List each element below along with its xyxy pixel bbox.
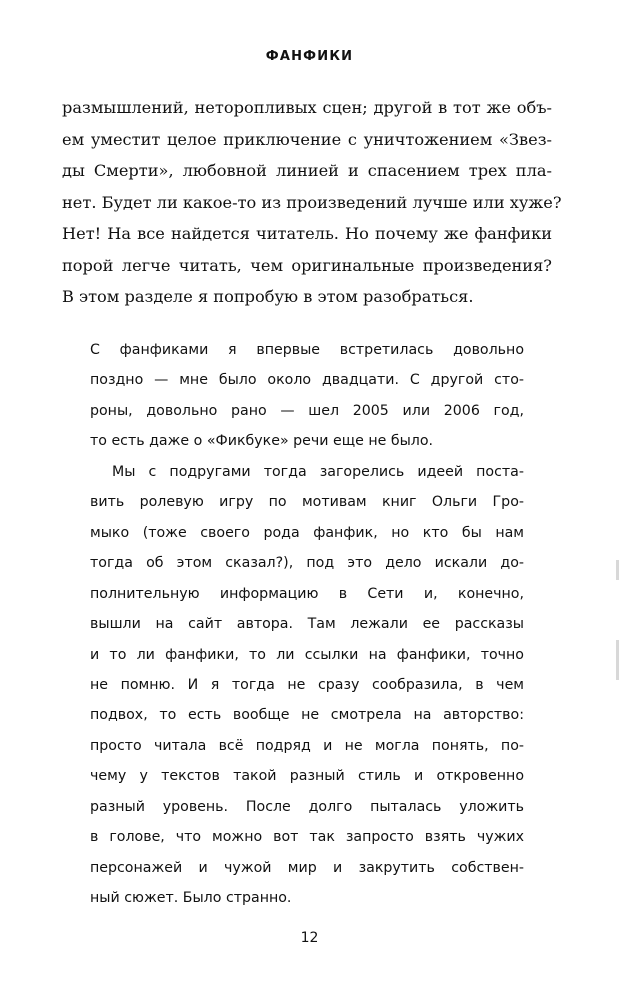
running-head: ФАНФИКИ (265, 49, 354, 64)
quote-line: просто читала всё подряд и не могла понять, по- (90, 737, 524, 754)
quote-line: вить ролевую игру по мотивам книг Ольги Гро- (90, 494, 524, 511)
quote-line: и то ли фанфики, то ли ссылки на фанфики, точно (90, 646, 524, 663)
quote-line: подвох, то есть вообще не смотрела на авторство: (90, 707, 524, 724)
text-line: ем уместит целое приключение с уничтожением «Звез- (62, 129, 552, 149)
quote-block (90, 335, 524, 914)
quote-line: персонажей и чужой мир и закрутить собствен- (90, 859, 524, 876)
quote-line: полнительную информацию в Сети и, конечно, (90, 585, 524, 602)
quote-line: Мы с подругами тогда загорелись идеей поста- (112, 463, 524, 480)
text-line: нет. Будет ли какое-то из произведений лучше или хуже? (62, 192, 562, 212)
quote-line: разный уровень. После долго пыталась уложить (90, 798, 524, 815)
quote-line: С фанфиками я впервые встретилась довольно (90, 342, 524, 358)
quote-line: поздно — мне было около двадцати. С другой сто- (90, 372, 524, 389)
text-line: В этом разделе я попробую в этом разобраться. (62, 287, 474, 306)
section-intro-text (62, 92, 562, 313)
quote-line: тогда об этом сказал?), под это дело искали до- (90, 555, 524, 572)
text-line: ды Смерти», любовной линией и спасением трех пла- (62, 161, 552, 180)
quote-line: не помню. И я тогда не сразу сообразила, в чем (90, 676, 524, 693)
quote-line: ный сюжет. Было странно. (90, 890, 292, 907)
quote-line: мыко (тоже своего рода фанфик, но кто бы нам (90, 524, 524, 541)
text-line: Нет! На все найдется читатель. Но почему же фанфики (62, 224, 552, 243)
quote-line: вышли на сайт автора. Там лежали ее рассказы (90, 616, 524, 633)
text-line: размышлений, неторопливых сцен; другой в тот же объ- (62, 98, 552, 117)
text-line: порой легче читать, чем оригинальные произведения? (62, 255, 552, 275)
quote-line: роны, довольно рано — шел 2005 или 2006 год, (90, 402, 524, 419)
page-number: 12 (300, 930, 319, 946)
quote-line: то есть даже о «Фикбуке» речи еще не было. (90, 433, 434, 450)
quote-line: в голове, что можно вот так запросто взять чужих (90, 829, 524, 846)
quote-line: чему у текстов такой разный стиль и откровенно (90, 768, 524, 785)
